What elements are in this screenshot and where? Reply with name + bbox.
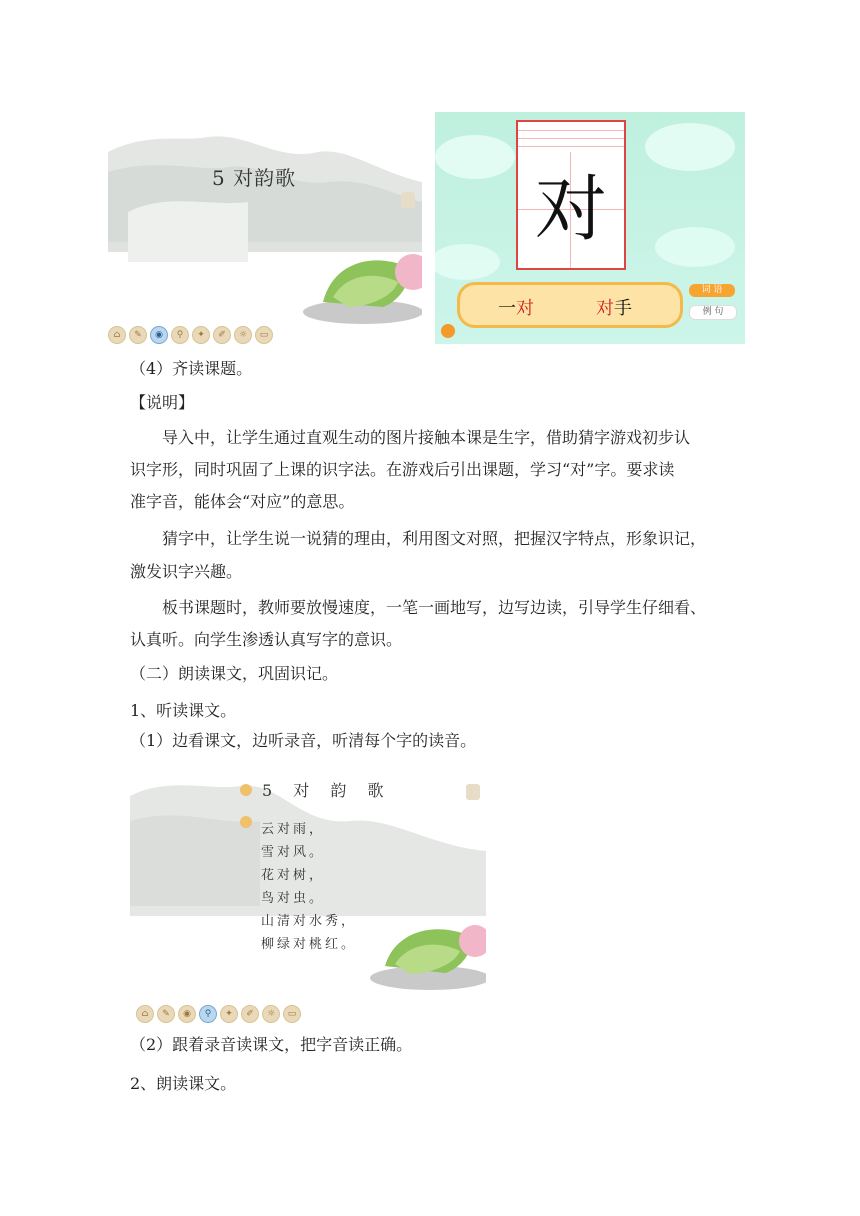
para1-line1: 导入中，让学生通过直观生动的图片接触本课是生字，借助猜字游戏初步认 (162, 428, 691, 447)
item-1-sub-1: （1）边看课文，边听录音，听清每个字的读音。 (130, 731, 477, 750)
slide-toolbar (108, 325, 308, 345)
menu-icon[interactable] (441, 324, 455, 338)
character-card-image (435, 112, 745, 344)
item-2: 2、朗读课文。 (130, 1074, 237, 1093)
title-slide-image (108, 112, 422, 345)
book-icon[interactable]: ✎ (129, 326, 147, 344)
para2-line2: 激发识字兴趣。 (130, 562, 243, 581)
example-sentence-button[interactable]: 例 句 (689, 305, 737, 320)
word-bar (457, 282, 683, 328)
word-left-char: 一 (498, 298, 516, 319)
poem-line: 鸟对虫。 (261, 891, 326, 906)
para1-line2: 识字形，同时巩固了上课的识字法。在游戏后引出课题，学习“对”字。要求读 (130, 460, 675, 479)
home-icon[interactable]: ⌂ (108, 326, 126, 344)
poem-line: 花对树， (261, 868, 326, 883)
book-icon[interactable]: ✎ (157, 1005, 175, 1023)
slide-toolbar (136, 1004, 336, 1024)
para1-line3: 准字音，能体会“对应”的意思。 (130, 492, 355, 511)
poem-slide-image (130, 766, 486, 1026)
game-icon[interactable]: ✦ (192, 326, 210, 344)
words-button[interactable]: 词 语 (689, 284, 735, 297)
reading-icon[interactable]: ◉ (150, 326, 168, 344)
poem-line: 山清对水秀， (261, 914, 358, 929)
poem-line: 云对雨， (261, 822, 326, 837)
para3-line2: 认真听。向学生渗透认真写字的意识。 (130, 630, 403, 649)
poem-line: 柳绿对桃红。 (261, 937, 358, 952)
reading-icon[interactable]: ◉ (178, 1005, 196, 1023)
bulb-icon[interactable]: ☼ (234, 326, 252, 344)
search-icon[interactable]: ⚲ (171, 326, 189, 344)
para3-line1: 板书课题时，教师要放慢速度，一笔一画地写，边写边读，引导学生仔细看、 (162, 598, 707, 617)
mountain-landscape-illustration (108, 112, 422, 345)
word-right-char: 手 (614, 298, 632, 319)
bulb-icon[interactable]: ☼ (262, 1005, 280, 1023)
item-1: 1、听读课文。 (130, 701, 237, 720)
search-icon[interactable]: ⚲ (199, 1005, 217, 1023)
word-right-highlight: 对 (596, 298, 614, 319)
step-4: （4）齐读课题。 (130, 359, 253, 378)
poem-text (261, 818, 357, 956)
big-character: 对 (534, 167, 607, 251)
game-icon[interactable]: ✦ (220, 1005, 238, 1023)
note-heading: 【说明】 (130, 393, 195, 412)
write-icon[interactable]: ✐ (213, 326, 231, 344)
open-book-icon[interactable]: ▭ (283, 1005, 301, 1023)
word-left-highlight: 对 (516, 298, 534, 319)
write-icon[interactable]: ✐ (241, 1005, 259, 1023)
section-2-heading: （二）朗读课文，巩固识记。 (130, 664, 339, 683)
poem-line: 雪对风。 (261, 845, 326, 860)
para2-line1: 猜字中，让学生说一说猜的理由，利用图文对照，把握汉字特点，形象识记， (162, 529, 707, 548)
slide-title: 5 对韵歌 (212, 166, 297, 190)
item-1-sub-2: （2）跟着录音读课文，把字音读正确。 (130, 1035, 413, 1054)
open-book-icon[interactable]: ▭ (255, 326, 273, 344)
home-icon[interactable]: ⌂ (136, 1005, 154, 1023)
character-writing-grid (516, 120, 626, 270)
poem-title: 5 对 韵 歌 (262, 781, 392, 800)
